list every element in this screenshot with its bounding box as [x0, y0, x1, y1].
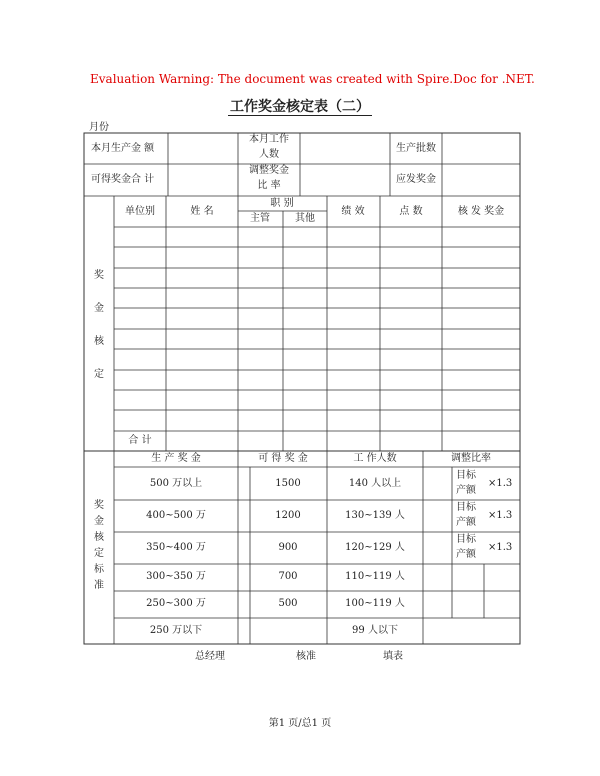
side-char: 定 [94, 369, 104, 380]
col-worker-count: 工 作人数 [353, 453, 397, 464]
ratio-value: ×1.3 [488, 510, 513, 521]
month-label: 月份 [89, 122, 109, 133]
col-unit: 单位别 [125, 206, 155, 217]
worker-range: 140 人以上 [348, 478, 402, 489]
prod-range: 250 万以下 [149, 625, 203, 636]
bonus-amount: 1500 [275, 478, 301, 489]
side-char: 核 [94, 532, 104, 543]
col-name: 姓 名 [190, 206, 214, 217]
target-label: 目标 [456, 470, 476, 481]
worker-range: 110~119 人 [345, 571, 405, 582]
signature-fill: 填表 [383, 651, 403, 662]
side-char: 核 [94, 336, 104, 347]
col-position: 职 别 [270, 198, 294, 209]
ratio-value: ×1.3 [488, 542, 513, 553]
side-char: 奖 [94, 270, 104, 281]
label-monthly-production: 本月生产金 额 [91, 143, 155, 154]
page-title: 工作奖金核定表（二） [230, 99, 370, 115]
signature-manager: 总经理 [195, 651, 225, 662]
col-performance: 绩 效 [341, 206, 365, 217]
col-production-bonus: 生 产 奖 金 [151, 453, 201, 464]
prod-range: 300~350 万 [146, 571, 206, 582]
col-available-bonus: 可 得 奖 金 [258, 453, 308, 464]
label-monthly-workers-1: 本月工作 [249, 134, 289, 145]
prod-range: 400~500 万 [146, 510, 206, 521]
output-label: 产额 [456, 517, 476, 528]
ratio-value: ×1.3 [488, 478, 513, 489]
output-label: 产额 [456, 485, 476, 496]
col-other: 其他 [295, 213, 315, 224]
bonus-amount: 900 [278, 542, 298, 553]
side-char: 金 [94, 303, 104, 314]
bonus-amount: 700 [278, 571, 298, 582]
col-supervisor: 主管 [250, 213, 270, 224]
label-adjust-ratio-2: 比 率 [257, 180, 281, 191]
bonus-amount: 500 [278, 598, 298, 609]
evaluation-warning: Evaluation Warning: The document was created with Spire.Doc for .NET. [90, 72, 535, 86]
col-points: 点 数 [399, 206, 423, 217]
side-char: 金 [94, 516, 104, 527]
label-bonus-total: 可得奖金合 计 [91, 174, 155, 185]
label-adjust-ratio-1: 调整奖金 [249, 165, 289, 176]
output-label: 产额 [456, 549, 476, 560]
worker-range: 120~129 人 [345, 542, 405, 553]
row-total: 合 计 [128, 435, 152, 446]
label-batches: 生产批数 [396, 143, 436, 154]
label-payable-bonus: 应发奖金 [396, 174, 436, 185]
page-number: 第1 页/总1 页 [268, 718, 332, 729]
label-monthly-workers-2: 人数 [259, 149, 279, 160]
worker-range: 99 人以下 [352, 625, 398, 636]
worker-range: 100~119 人 [345, 598, 405, 609]
signature-approve: 核准 [296, 651, 316, 662]
col-adjust-ratio: 调整比率 [451, 453, 491, 464]
worker-range: 130~139 人 [345, 510, 405, 521]
target-label: 目标 [456, 534, 476, 545]
col-bonus-issued: 核 发 奖金 [457, 206, 505, 217]
bonus-amount: 1200 [275, 510, 301, 521]
side-char: 奖 [94, 500, 104, 511]
side-char: 定 [94, 548, 104, 559]
side-char: 准 [94, 580, 104, 591]
prod-range: 500 万以上 [149, 478, 203, 489]
prod-range: 350~400 万 [146, 542, 206, 553]
target-label: 目标 [456, 502, 476, 513]
prod-range: 250~300 万 [146, 598, 206, 609]
side-char: 标 [94, 564, 104, 575]
